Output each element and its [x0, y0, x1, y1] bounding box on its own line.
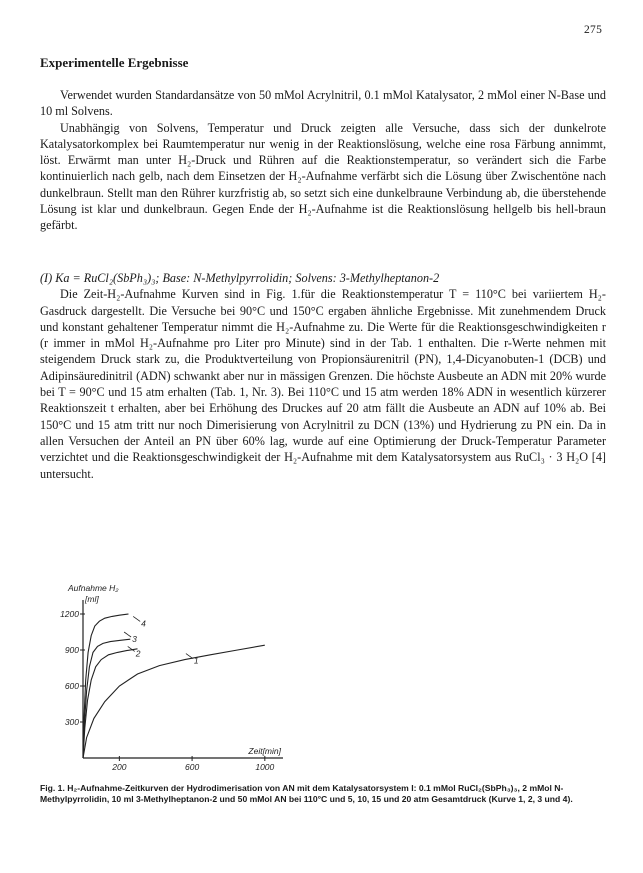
paragraph-2: Unabhängig von Solvens, Temperatur und Druck zeigten alle Versuche, dass sich der dunkelrote Katalysatorkomplex bei Raumtemperatur nur wenig in der Reaktionslösung, welche eine rosa Färbung annimmt, löst. Erwärmt man unter H₂-Druck und Rühren auf die Reaktionstemperatur, so verändert sich die Farbe kontinuierlich nach gelb, nach dem Einsetzen der H₂-Aufnahme verfärbt sich die Lösung über Zwischentöne nach dunkelbraun. Stellt man den Rührer kurzfristig ab, so setzt sich eine dunkelbraune Verbindung ab, die überstehende Lösung ist klar und dunkelbraun. Gegen Ende der H₂-Aufnahme ist die Reaktionslösung hellgelb bis hell-braun gefärbt. — [40, 120, 606, 233]
y-tick-label: 900 — [64, 645, 79, 655]
case-heading: (I) Ka = RuCl₂(SbPh₃)₃; Base: N-Methylpyrrolidin; Solvens: 3-Methylheptanon-2 — [40, 271, 440, 285]
body-section-1 — [40, 87, 606, 234]
figure-1 — [40, 583, 606, 813]
paragraph-3: Die Zeit-H₂-Aufnahme Kurven sind in Fig. 1.für die Reaktionstemperatur T = 110°C bei variiertem H₂-Gasdruck dargestellt. Die Versuche bei 90°C und 150°C ergaben ähnliche Ergebnisse. Mit zunehmendem Druck und konstant gehaltener Temperatur nimmt die H₂-Aufnahme zu. Die Werte für die Reaktionsgeschwindigkeiten r (r immer in mMol H₂-Aufnahme pro Liter pro Minute) sind in der Tab. 1 enthalten. Die r-Werte nehmen mit steigendem Druck stark zu, die Produktverteilung von Propionsäurenitril (PN), 1,4-Dicyanobuten-1 (DCB) und Adipinsäuredinitril (ADN) schwankt aber nur in mässigen Grenzen. Die höchste Ausbeute an ADN mit 20% wurde bei T = 90°C und 15 atm erhalten (Tab. 1, Nr. 3). Bei 110°C und 15 atm werden 18% ADN in wesentlich kürzerer Reaktionszeit t erhalten, aber bei Erhöhung des Druckes auf 20 atm fällt die Ausbeute an ADN auf 10% ab. Bei 150°C und 15 atm tritt nur noch Dimerisierung von Acrylnitril zu DCN (13%) und Hydrierung zu PN ein. Da in allen Versuchen der Anteil an PN über 60% lag, wurde auf eine Optimierung der Druck-Temperatur Parameter verzichtet und die Reaktionsgeschwindigkeit der H₂-Aufnahme mit dem Katalysatorsystem aus RuCl₃ · 3 H₂O [4] untersucht. — [40, 287, 606, 481]
x-tick-label: 600 — [184, 762, 200, 772]
curve-label-2: 2 — [135, 648, 141, 659]
y-tick-label: 300 — [64, 717, 79, 727]
y-tick-label: 1200 — [60, 609, 79, 619]
h2-uptake-chart — [40, 583, 340, 783]
page-number: 275 — [584, 24, 603, 36]
curve-1 — [83, 645, 265, 758]
body-section-2 — [40, 270, 606, 482]
y-axis-label: Aufnahme H₂ — [68, 583, 119, 593]
y-tick-label: 600 — [64, 681, 79, 691]
curve-label-leader — [124, 632, 131, 637]
curve-label-leader — [133, 616, 140, 621]
section-heading: Experimentelle Ergebnisse — [40, 55, 189, 70]
x-tick-label: 200 — [112, 762, 127, 772]
curve-label-leader — [186, 654, 193, 659]
paragraph-1: Verwendet wurden Standardansätze von 50 mMol Acrylnitril, 0.1 mMol Katalysator, 2 mMol einer N-Base und 10 ml Solvens. — [40, 88, 606, 119]
x-tick-label: 1000 — [255, 762, 275, 772]
figure-caption: Fig. 1. H₂-Aufnahme-Zeitkurven der Hydrodimerisation von AN mit dem Katalysatorsystem I: 0.1 mMol RuCl₂(SbPh₃)₃, 2 mMol N-Methylpyrrolidin, 10 ml 3-Methylheptanon-2 und 50 mMol AN bei 110°C und 5, 10, 15 und 20 atm Gesamtdruck (Kurve 1, 2, 3 und 4). — [40, 783, 573, 805]
curve-label-1: 1 — [193, 655, 199, 666]
curve-label-3: 3 — [132, 634, 137, 644]
y-axis-unit: [ml] — [85, 594, 99, 604]
curve-2 — [83, 649, 138, 758]
x-axis-label: Zeit[min] — [248, 746, 281, 756]
curve-3 — [83, 639, 130, 758]
curve-label-4: 4 — [141, 618, 146, 629]
